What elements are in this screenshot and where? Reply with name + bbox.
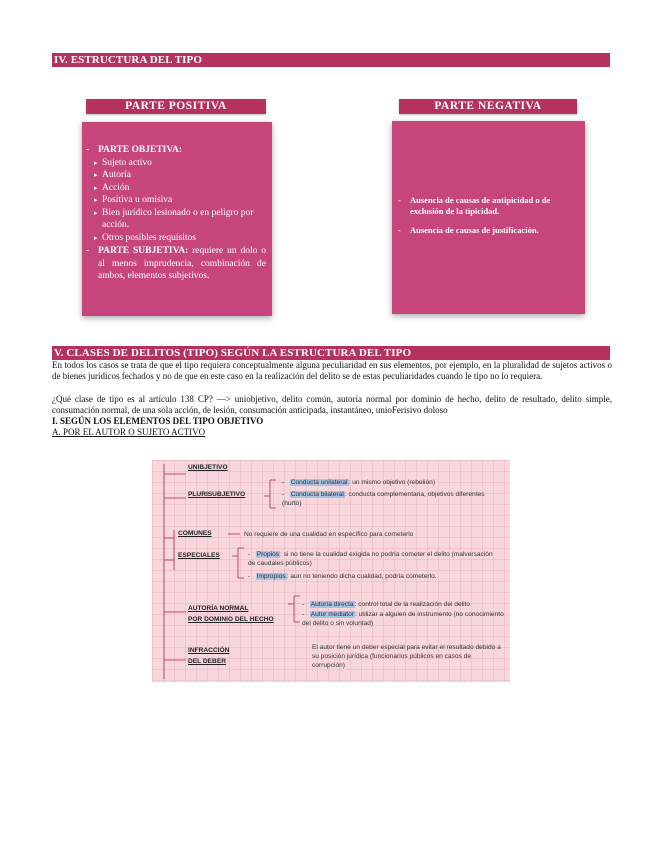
infraccion-deber-label — [188, 646, 229, 666]
list-item: - Autoría directa: control total de la realización del delito — [302, 601, 471, 608]
positive-part-title: PARTE POSITIVA — [125, 100, 227, 112]
section-v-title: V. CLASES DE DELITOS (TIPO) SEGÚN LA ESTRUCTURA DEL TIPO — [54, 347, 412, 359]
comunes-label: COMUNES — [178, 530, 212, 537]
list-item: ▸ Sujeto activo — [94, 157, 152, 168]
autoria-normal-line1: AUTORÍA NORMAL — [188, 605, 249, 612]
subjetiva-paragraph: - PARTE SUBJETIVA: requiere un dolo o al menos imprudencia, combinación de ambos, elementos subjetivos. — [86, 246, 266, 281]
list-item: ▸ Positiva u omisiva — [94, 195, 173, 205]
autoria-normal-line2: POR DOMINIO DEL HECHO — [188, 616, 274, 623]
especiales-label: ESPECIALES — [178, 552, 220, 559]
infraccion-description: El autor tiene un deber especial para evitar el resultado debido a su posición jurídica (funcionarios públicos en casos de corrupción) — [312, 644, 501, 669]
objetiva-label: - PARTE OBJETIVA: — [86, 145, 183, 155]
section-v-header — [52, 346, 610, 360]
intro-paragraph: En todos los casos se trata de que el tipo requiera conceptualmente alguna peculiaridad en sus elementos, por ejemplo, en la pluralidad de sujetos activos o de bienes jurídicos fechados y no de que en este caso en la realización del delito se de estas peculiaridades cuando le tipo no lo requiera. — [52, 360, 612, 381]
autoria-normal-label — [188, 604, 274, 624]
negative-part-title: PARTE NEGATIVA — [434, 100, 542, 112]
list-item: - Autor mediator: utilizar a alguien de instrumento (no conocimiento del delito o sin voluntad) — [302, 611, 504, 627]
unibjetivo-label: UNIBJETIVO — [188, 464, 228, 471]
objetiva-list — [94, 157, 266, 245]
list-item: - Ausencia de causas de antipicidad o de exclusión de la tipicidad. — [398, 195, 551, 216]
negative-part-header — [399, 99, 577, 114]
subsection-a-heading: A. POR EL AUTOR O SUJETO ACTIVO — [52, 427, 206, 437]
section-iv-header — [52, 53, 610, 67]
list-item: - Conducta unilateral: un mismo objetivo (rebelión) — [282, 479, 436, 486]
list-item: - Impropios: aun no teniendo dicha cualidad, podría cometerlo. — [248, 573, 437, 580]
list-item: ▸ Otros posibles requisitos — [94, 232, 196, 243]
list-item: - Conducta bilateral: conducta complementaria, objetivos diferentes (hurto) — [282, 491, 485, 507]
subsection-i-heading: I. SEGÚN LOS ELEMENTOS DEL TIPO OBJETIVO — [52, 416, 264, 426]
question-paragraph: ¿Qué clase de tipo es al artículo 138 CP? —> uniobjetivo, delito común, autoría normal por dominio de hecho, delito de resultado, delito simple, consumación normal, de una sola acción, de lesión, consumación anticipada, instantáneo, unioFerisivo doloso — [52, 394, 612, 415]
list-item: - Ausencia de causas de justificación. — [398, 225, 539, 235]
positive-part-header — [86, 99, 266, 114]
infraccion-line2: DEL DEBER — [188, 658, 226, 665]
list-item: ▸ Acción — [94, 182, 130, 193]
positive-part-card — [82, 122, 272, 316]
section-iv-title: IV. ESTRUCTURA DEL TIPO — [54, 54, 202, 66]
negative-part-card — [392, 121, 585, 314]
list-item: - Propios: si no tiene la cualidad exigida no podría cometer el delito (malversación de caudales públicos) — [248, 551, 493, 567]
comunes-description: No requiere de una cualidad en específico para cometerlo — [244, 531, 414, 538]
list-item: ▸ Autoría — [94, 170, 132, 180]
classification-diagram — [152, 460, 510, 682]
list-item: ▸ Bien jurídico lesionado o en peligro por acción. — [94, 207, 254, 230]
plurisubjetivo-label: PLURISUBJETIVO — [188, 491, 246, 498]
infraccion-line1: INFRACCIÓN — [188, 647, 230, 654]
